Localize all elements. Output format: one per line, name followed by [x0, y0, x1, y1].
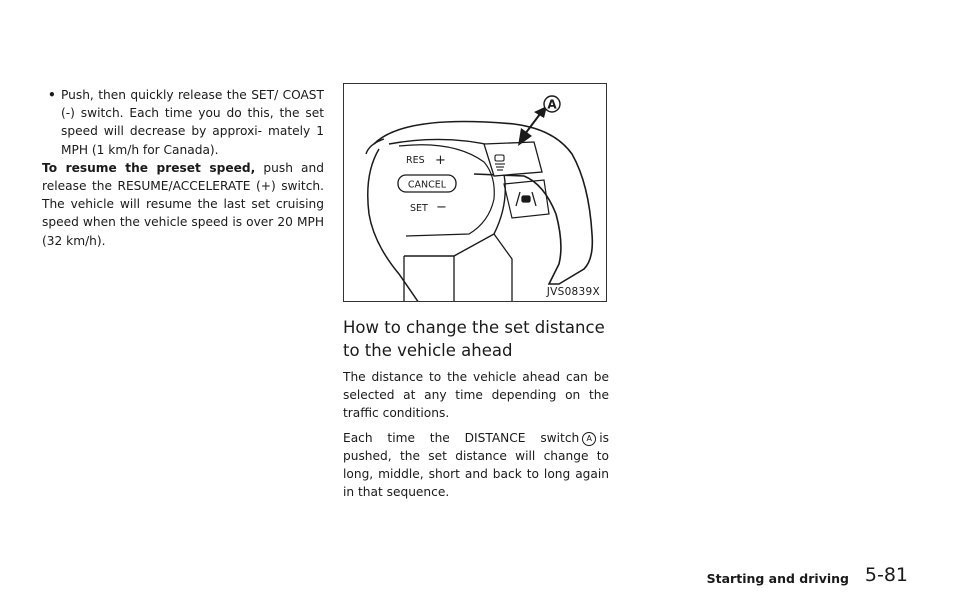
callout-a-letter: A [547, 97, 557, 112]
page-number: 5-81 [864, 564, 908, 586]
page-footer [0, 560, 960, 590]
resume-paragraph [42, 159, 324, 250]
steering-switch-figure [343, 83, 607, 302]
pod-divider-c [494, 234, 512, 302]
resume-lead: To resume the preset speed, [42, 160, 256, 175]
section-heading: How to change the set distance to the vehicle ahead [343, 318, 605, 360]
bullet-marker: • [48, 88, 56, 102]
right-column [343, 316, 609, 501]
distance-button[interactable] [484, 142, 542, 176]
para2-before: Each time the DISTANCE switch [343, 430, 580, 445]
resume-body: push and release the RESUME/ACCELERATE (+) switch. The vehicle will resume the last set cruising speed when the vehicle speed is over 20 MPH (32 km/h). [42, 160, 324, 248]
callout-arrow-shaft [525, 114, 540, 134]
wheel-edge [366, 139, 384, 154]
footer-section-title: Starting and driving [706, 571, 849, 586]
set-label: SET [410, 203, 428, 214]
para2-after: is pushed, the set distance will change to long, middle, short and back to long again in that sequence. [343, 430, 609, 500]
res-plus: + [435, 153, 446, 168]
bullet-item [42, 86, 324, 159]
steering-switch-illustration [344, 84, 607, 302]
figure-code: JVS0839X [546, 286, 600, 298]
pod-left-edge [368, 149, 419, 302]
distance-paragraph-1: The distance to the vehicle ahead can be selected at any time depending on the traffic conditions. [343, 370, 609, 421]
bullet-text: Push, then quickly release the SET/ COAST (-) switch. Each time you do this, the set speed will decrease by approxi- mately 1 MPH (1 km/h for Canada). [61, 88, 324, 157]
lane-assist-icon [516, 192, 536, 206]
res-label: RES [406, 155, 425, 166]
cancel-label: CANCEL [407, 179, 447, 191]
callout-a-marker: A [582, 432, 596, 446]
set-minus: − [436, 200, 447, 215]
left-column [42, 86, 324, 250]
distance-paragraph-2 [343, 429, 609, 502]
